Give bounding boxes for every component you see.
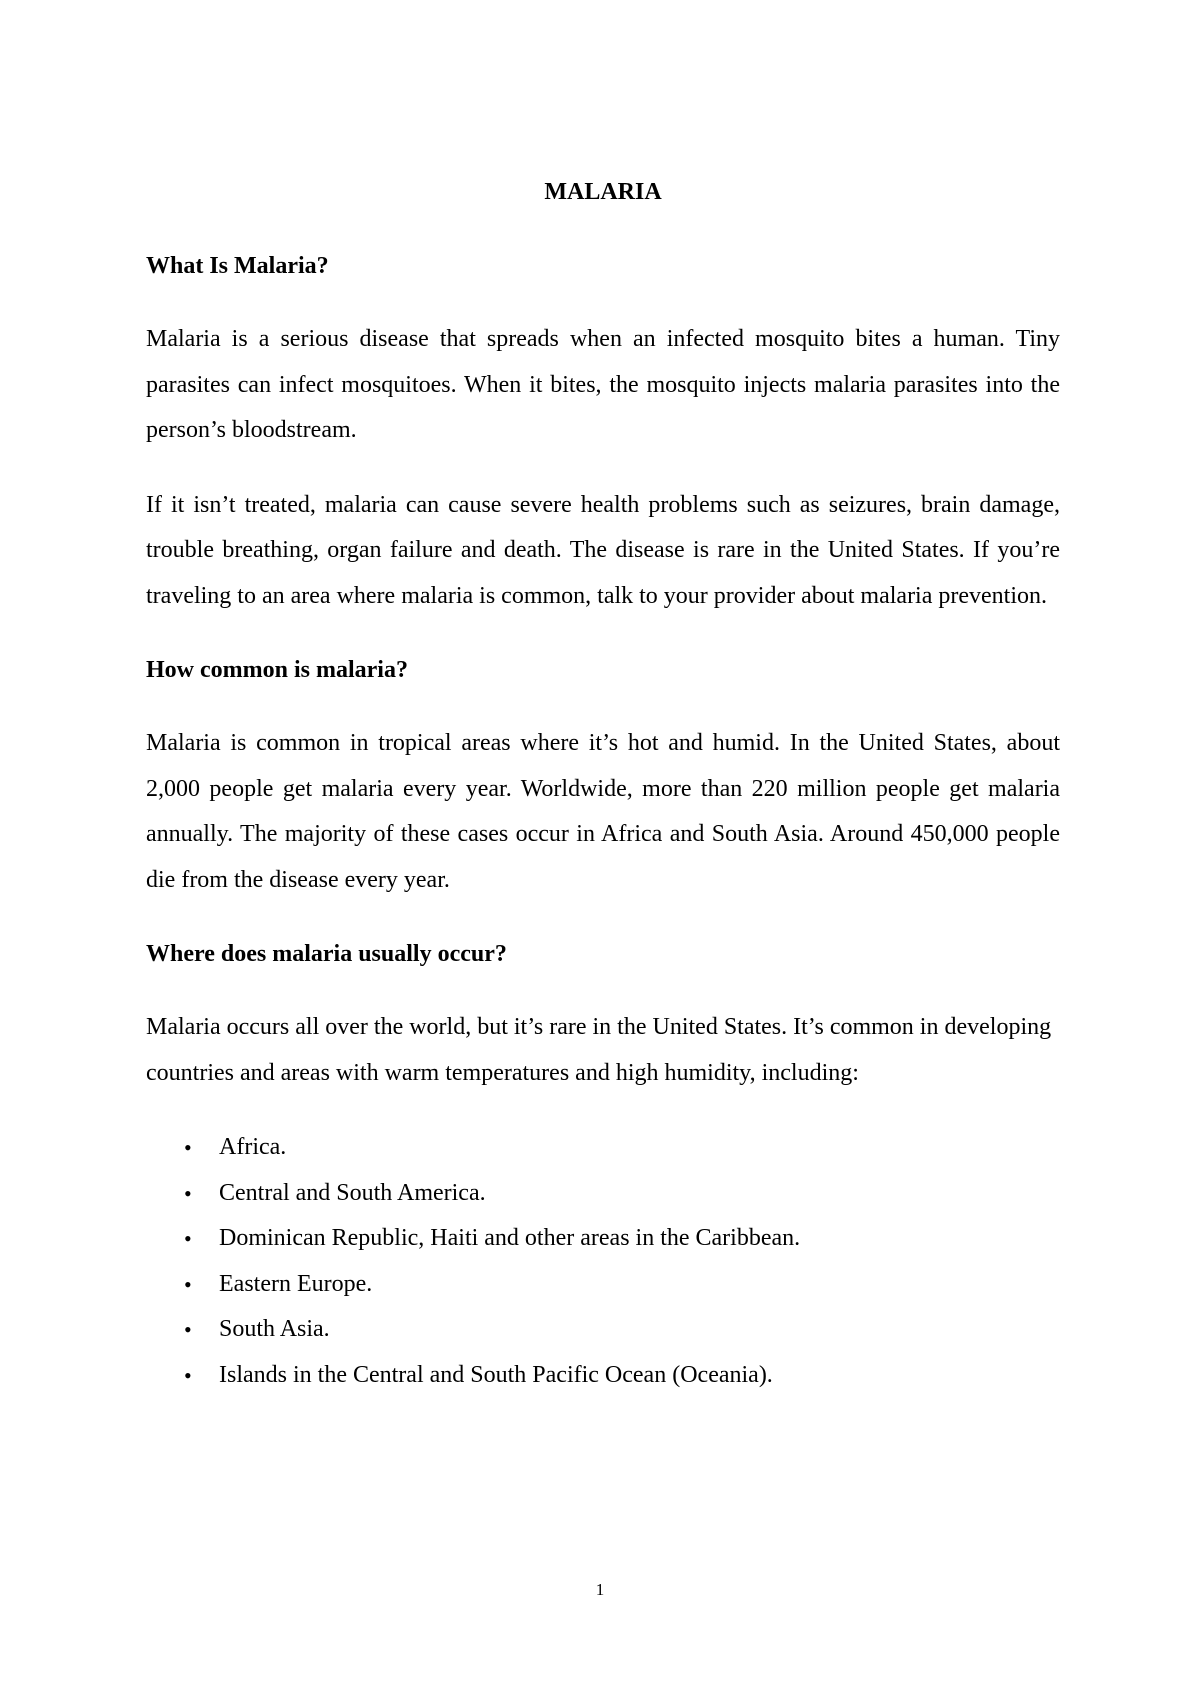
list-item-text: Islands in the Central and South Pacific Ocean (Oceania). [219,1361,773,1388]
section-heading-where-occur: Where does malaria usually occur? [146,941,507,967]
paragraph: If it isn’t treated, malaria can cause severe health problems such as seizures, brain damage, trouble breathing, organ failure and death. The disease is rare in the United States. If you’re traveling to an area where malaria is common, talk to your provider about malaria prevention. [146,491,1060,609]
document-title: MALARIA [544,179,662,205]
section-heading-how-common: How common is malaria? [146,657,408,683]
bullet-icon: • [184,1362,192,1388]
bullet-icon: • [184,1317,192,1342]
bullet-icon: • [184,1271,192,1297]
section-heading-what-is-malaria: What Is Malaria? [146,253,329,279]
list-item [146,1353,1060,1399]
list-item-text: Central and South America. [219,1179,486,1206]
list-item-text: Dominican Republic, Haiti and other areas in the Caribbean. [219,1225,801,1251]
list-item [146,1307,1060,1353]
paragraph: Malaria is common in tropical areas where it’s hot and humid. In the United States, about 2,000 people get malaria every year. Worldwide, more than 220 million people get malaria annually. The majority of these cases occur in Africa and South Asia. Around 450,000 people die from the disease every year. [146,730,1060,893]
paragraph: Malaria occurs all over the world, but it’s rare in the United States. It’s common in developing countries and areas with warm temperatures and high humidity, including: [146,1014,1052,1086]
document-body [146,170,1060,1398]
paragraph: Malaria is a serious disease that spreads when an infected mosquito bites a human. Tiny parasites can infect mosquitoes. When it bites, the mosquito injects malaria parasites into the person’s bloodstream. [146,326,1060,443]
list-item-text: Eastern Europe. [219,1270,373,1297]
list-item [146,1216,1060,1262]
bullet-icon: • [184,1180,192,1206]
bullet-icon: • [184,1226,192,1251]
list-item [146,1125,1060,1171]
bullet-icon: • [184,1135,192,1160]
region-list [146,1125,1060,1398]
page-number: 1 [595,1580,605,1599]
list-item [146,1262,1060,1308]
list-item [146,1171,1060,1217]
list-item-text: South Asia. [219,1316,330,1342]
list-item-text: Africa. [219,1134,287,1160]
